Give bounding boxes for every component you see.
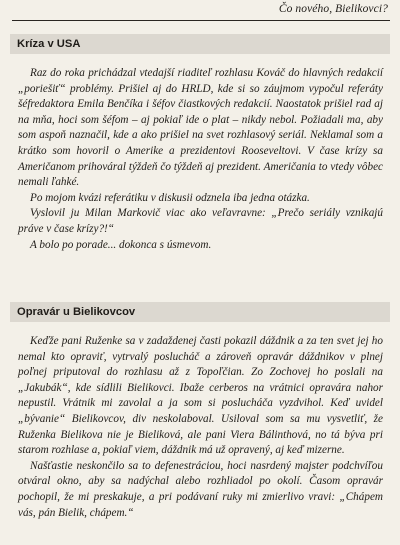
header-rule — [12, 20, 390, 21]
section-heading: Kríza v USA — [10, 34, 390, 54]
paragraph: A bolo po porade... dokonca s úsmevom. — [30, 238, 212, 251]
paragraph: Našťastie neskončilo sa to defenestráciou, hoci nasrdený majster podchvíľou otváral okno, aby sa nadýchal alebo rozhliadol po okolí. Časom opravár pochopil, že mi preskakuje, a pri podávaní ruky mi zmierlivo vravi: „Chápem vás, pán Bielik, chápem.“ — [18, 459, 383, 519]
paragraph: Keďže pani Ruženke sa v zadaždenej časti pokazil dáždnik a za ten svet jej ho nemal kto opraviť, vytrvalý poslucháč a zároveň opravár dáždnikov v plnej poľnej priputoval do rozhlasu až z Topoľčian. Zo Zochovej ho poslali na „Jakubák“, kde sídlili Bielikovci. Ibaže cerberos na vrátnici opravára nahor nepustil. Vrátnik mi zavolal a ja som si poslucháča vyzdvihol. Keď uvidel „bývanie“ Bielikovcov, div neskolaboval. Usiloval som sa mu vysvetliť, že Ruženka Bielikova nie je Bieliková, ale pani Viera Bálinthová, no tá býva pri starom rozhlase a, pokiaľ viem, dáždnik má už opravený, aj keď mizerne. — [18, 335, 383, 457]
running-head: Čo nového, Bielikovci? — [278, 3, 388, 15]
paragraph: Vyslovil ju Milan Markovič viac ako veľavravne: „Prečo seriály vznikajú práve v čase krízy?!“ — [18, 207, 383, 235]
section-kriza-v-usa — [10, 34, 390, 253]
paragraph: Raz do roka prichádzal vtedajší riaditeľ rozhlasu Kováč do hlavných redakcií „poriešiť“ problémy. Prišiel aj do HRLD, kde si so záujmom vypočul referáty šéfredaktora Emila Benčíka i šéfov čiastkových redakcií. Naostatok prišiel rad aj na mňa, hoci som šéfom – aj pokiaľ ide o plat – nikdy nebol. Požiadali ma, aby som aspoň naznačil, kde a ako prišiel na svet rozhlasový seriál. Neklamal som a krátko som hovoril o Amerike a prezidentovi Rooseveltovi. V čase krízy sa Američanom prihováral týždeň čo týždeň aj prezident. Američania to vtedy vôbec nemali ľahké. — [18, 67, 383, 189]
paragraph: Po mojom kvázi referátiku v diskusii odznela iba jedna otázka. — [30, 191, 310, 204]
section-body — [10, 66, 390, 253]
section-heading: Opravár u Bielikovcov — [10, 302, 390, 322]
section-body — [10, 334, 390, 521]
section-opravar-u-bielikovcov — [10, 302, 390, 521]
